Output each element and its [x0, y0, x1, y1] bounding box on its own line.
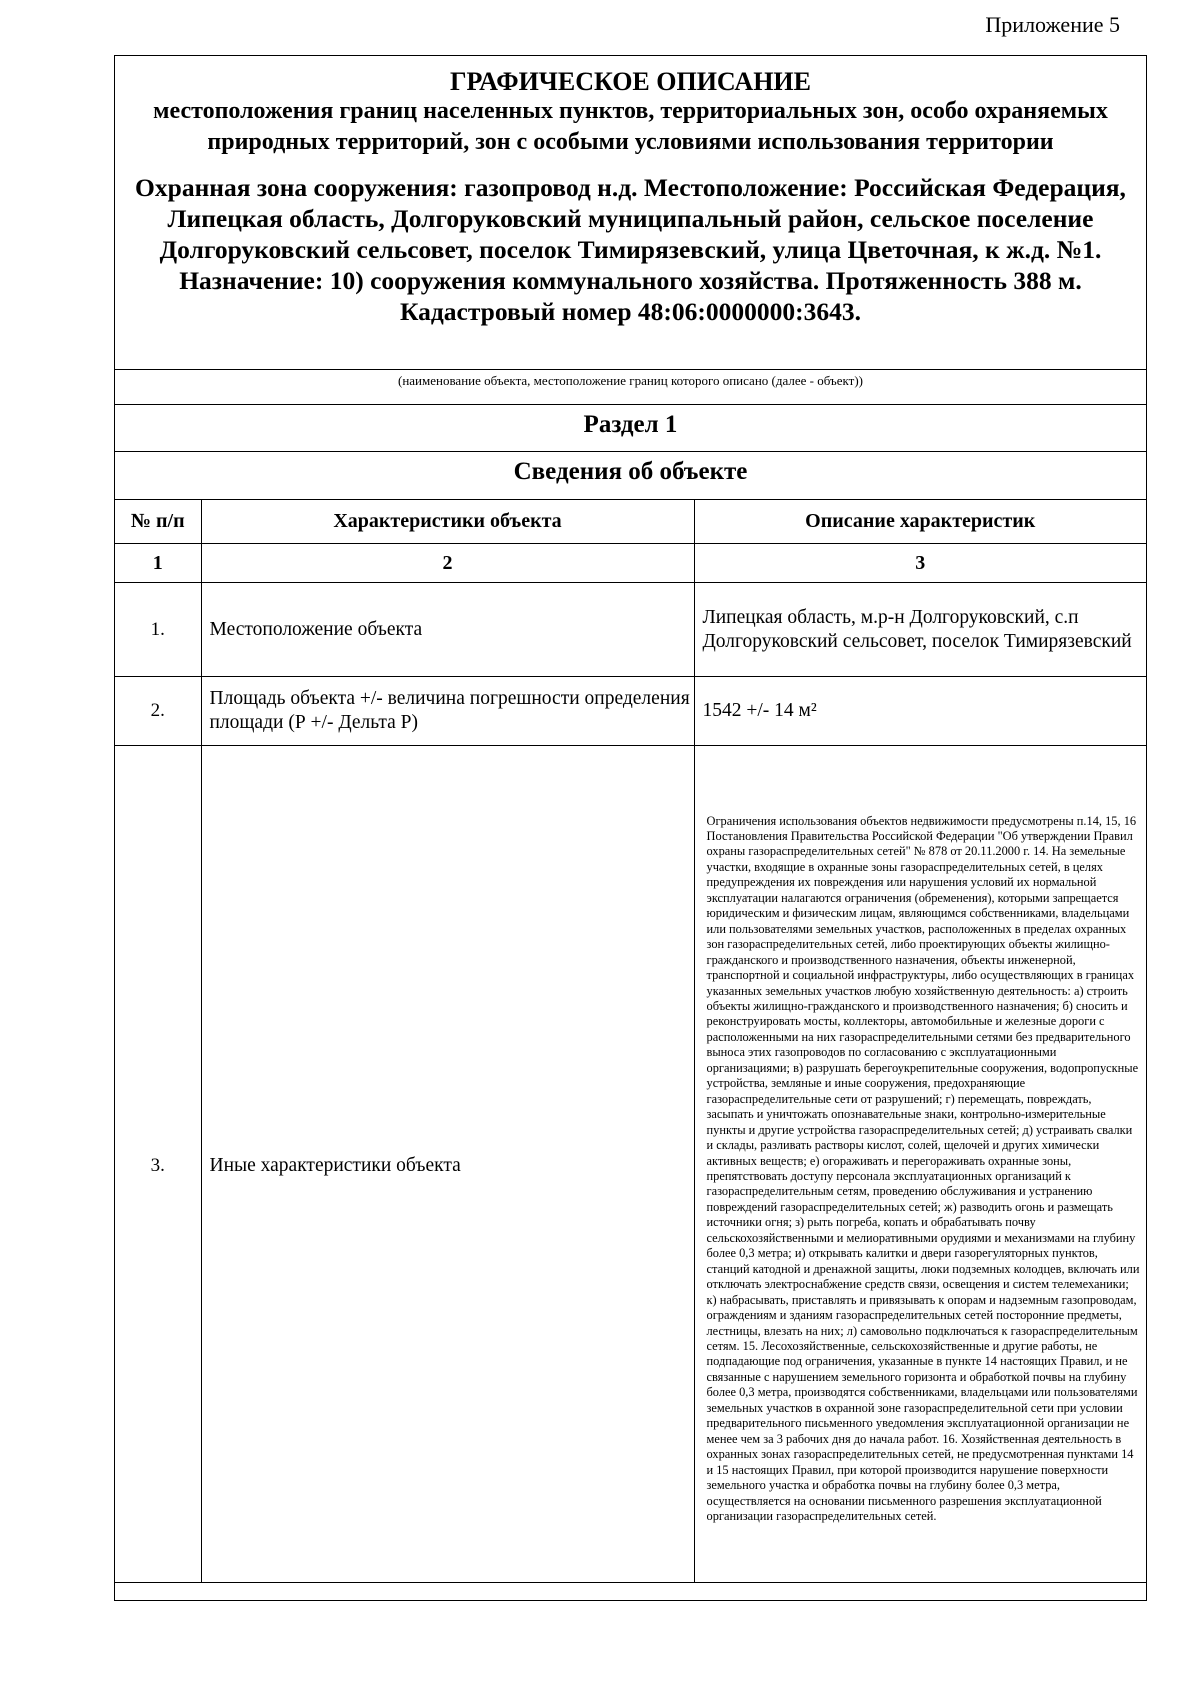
- object-name: Охранная зона сооружения: газопровод н.д. Местоположение: Российская Федерация, Липецкая область, Долгоруковский муниципальный район, сельское поселение Долгоруковский сельсовет, поселок Тимирязевский, улица Цветочная, к ж.д. №1. Назначение: 10) сооружения коммунального хозяйства. Протяженность 388 м. Кадастровый номер 48:06:0000000:3643.: [135, 173, 1126, 326]
- table-header-row: [115, 499, 1146, 544]
- row-description: Ограничения использования объектов недвижимости предусмотрены п.14, 15, 16 Постановления Правительства Российской Федерации "Об утверждении Правил охраны газораспределительных сетей" № 878 от 20.11.2000 г. 14. На земельные участки, входящие в охранные зоны газораспределительных сетей, в целях предупреждения их повреждения или нарушения условий их нормальной эксплуатации налагаются ограничения (обременения), которыми запрещается юридическим и физическим лицам, являющимся собственниками, владельцами или пользователями земельных участков, расположенных в пределах охранных зон газораспределительных сетей, либо проектирующих объекты жилищно-гражданского и производственного назначения, объекты инженерной, транспортной и социальной инфраструктуры, либо осуществляющих в границах указанных земельных участков любую хозяйственную деятельность: а) строить объекты жилищно-гражданского и производственного назначения; б) сносить и реконструировать мосты, коллекторы, автомобильные и железные дороги с расположенными на них газораспределительными сетями без предварительного выноса этих газопроводов по согласованию с эксплуатационными организациями; в) разрушать берегоукрепительные сооружения, водопропускные устройства, земляные и иные сооружения, предохраняющие газораспределительные сети от разрушений; г) перемещать, повреждать, засыпать и уничтожать опознавательные знаки, контрольно-измерительные пункты и другие устройства газораспределительных сетей; д) устраивать свалки и склады, разливать растворы кислот, солей, щелочей и других химически активных веществ; е) огораживать и перегораживать охранные зоны, препятствовать доступу персонала эксплуатационных организаций к газораспределительным сетям, проведению обслуживания и устранению повреждений газораспределительных сетей; ж) разводить огонь и размещать источники огня; з) рыть погреба, копать и обрабатывать почву сельскохозяйственными и мелиоративными орудиями и механизмами на глубину более 0,3 метра; и) открывать калитки и двери газорегуляторных пунктов, станций катодной и дренажной защиты, люки подземных колодцев, включать или отключать электроснабжение средств связи, освещения и систем телемеханики; к) набрасывать, приставлять и привязывать к опорам и надземным газопроводам, ограждениям и зданиям газораспределительных сетей посторонние предметы, лестницы, влезать на них; л) самовольно подключаться к газораспределительным сетям. 15. Лесохозяйственные, сельскохозяйственные и другие работы, не подпадающие под ограничения, указанные в пункте 14 настоящих Правил, и не связанные с нарушением земельного горизонта и обработкой почвы на глубину более 0,3 метра, производятся собственниками, владельцами или пользователями земельных участков в охранной зоне газораспределительной сети при условии предварительного письменного уведомления эксплуатационной организации не менее чем за 3 рабочих дня до начала работ. 16. Хозяйственная деятельность в охранных зонах газораспределительных сетей, не предусмотренная пунктами 14 и 15 настоящих Правил, при которой производится нарушение поверхности земельного участка и обработка почвы на глубину более 0,3 метра, осуществляется на основании письменного разрешения эксплуатационной организации газораспределительных сетей.: [706, 813, 1140, 1523]
- row-description-cell: [694, 746, 1146, 1583]
- row-description: Липецкая область, м.р-н Долгоруковский, с.п Долгоруковский сельсовет, поселок Тимирязевский: [694, 583, 1146, 677]
- header-description: Описание характеристик: [694, 499, 1146, 544]
- row-number: 3.: [115, 746, 201, 1583]
- document-frame: [114, 55, 1147, 1601]
- section-title: Раздел 1: [583, 411, 678, 438]
- object-info-table: [115, 499, 1146, 1583]
- column-number: 3: [694, 544, 1146, 583]
- document-title: ГРАФИЧЕСКОЕ ОПИСАНИЕ: [450, 67, 811, 96]
- document-subtitle: местоположения границ населенных пунктов, территориальных зон, особо охраняемых природных территорий, зон с особыми условиями использования территории: [153, 98, 1108, 155]
- row-characteristic: Иные характеристики объекта: [201, 746, 694, 1583]
- column-numbers-row: [115, 544, 1146, 583]
- table-row: [115, 677, 1146, 746]
- object-caption: (наименование объекта, местоположение границ которого описано (далее - объект)): [398, 373, 863, 388]
- row-number: 2.: [115, 677, 201, 746]
- row-characteristic: Площадь объекта +/- величина погрешности определения площади (Р +/- Дельта Р): [201, 677, 694, 746]
- header-number: № п/п: [115, 499, 201, 544]
- table-row: [115, 746, 1146, 1583]
- section-subtitle: Сведения об объекте: [513, 458, 748, 485]
- divider: [115, 451, 1146, 452]
- column-number: 1: [115, 544, 201, 583]
- title-block: [115, 56, 1146, 369]
- row-characteristic: Местоположение объекта: [201, 583, 694, 677]
- table-row: [115, 583, 1146, 677]
- row-description: 1542 +/- 14 м²: [694, 677, 1146, 746]
- divider: [115, 369, 1146, 370]
- header-characteristics: Характеристики объекта: [201, 499, 694, 544]
- row-number: 1.: [115, 583, 201, 677]
- column-number: 2: [201, 544, 694, 583]
- appendix-label: Приложение 5: [985, 12, 1120, 37]
- divider: [115, 404, 1146, 405]
